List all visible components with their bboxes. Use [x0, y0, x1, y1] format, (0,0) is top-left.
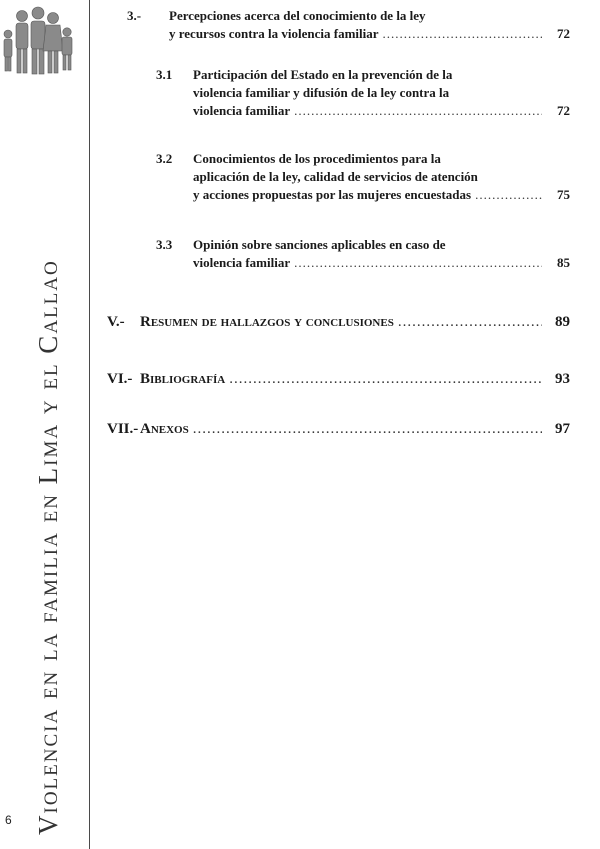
dot-leader	[193, 420, 542, 438]
toc-line: violencia familiar	[193, 103, 291, 118]
toc-page: 75	[557, 187, 570, 202]
toc-page: 72	[557, 103, 570, 118]
chapter-number: VI.-	[107, 371, 133, 387]
toc-entry[interactable]	[156, 66, 570, 120]
chapter-number: V.-	[107, 314, 125, 330]
toc-chapter[interactable]	[107, 313, 570, 333]
toc-line: y acciones propuestas por las mujeres encuestadas	[193, 187, 472, 202]
chapter-page: 97	[555, 421, 570, 437]
toc-number: 3.-	[127, 8, 142, 23]
toc-page: 85	[557, 255, 570, 270]
toc-chapter[interactable]	[107, 420, 570, 440]
chapter-page: 93	[555, 371, 570, 387]
dot-leader	[383, 25, 542, 43]
chapter-title: Resumen de hallazgos y conclusiones	[140, 314, 394, 330]
chapter-number: VII.-	[107, 421, 139, 437]
toc-entry[interactable]	[127, 7, 570, 43]
page-number: 6	[5, 813, 12, 827]
toc-entry[interactable]	[156, 236, 570, 272]
toc-line: Conocimientos de los procedimientos para la	[193, 151, 441, 166]
dot-leader	[294, 102, 542, 120]
chapter-title: Bibliografía	[140, 371, 226, 387]
family-figures-icon	[0, 0, 80, 78]
toc-entry[interactable]	[156, 150, 570, 204]
dot-leader	[229, 370, 542, 388]
dot-leader	[475, 186, 542, 204]
toc-page: 72	[557, 26, 570, 41]
margin-rule	[89, 0, 90, 849]
dot-leader	[398, 313, 542, 331]
dot-leader	[294, 254, 542, 272]
toc-line: y recursos contra la violencia familiar	[169, 26, 379, 41]
toc-line: aplicación de la ley, calidad de servicios de atención	[193, 169, 478, 184]
toc-chapter[interactable]	[107, 370, 570, 390]
toc-number: 3.2	[156, 151, 173, 166]
toc-line: Opinión sobre sanciones aplicables en caso de	[193, 237, 446, 252]
toc-line: Percepciones acerca del conocimiento de la ley	[169, 8, 426, 23]
side-title: Violencia en la familia en Lima y el Callao	[33, 259, 63, 835]
chapter-title: Anexos	[140, 421, 189, 437]
chapter-page: 89	[555, 314, 570, 330]
toc-number: 3.1	[156, 67, 173, 82]
toc-line: Participación del Estado en la prevención de la	[193, 67, 453, 82]
toc-number: 3.3	[156, 237, 173, 252]
toc-line: violencia familiar y difusión de la ley contra la	[193, 85, 450, 100]
toc-line: violencia familiar	[193, 255, 291, 270]
